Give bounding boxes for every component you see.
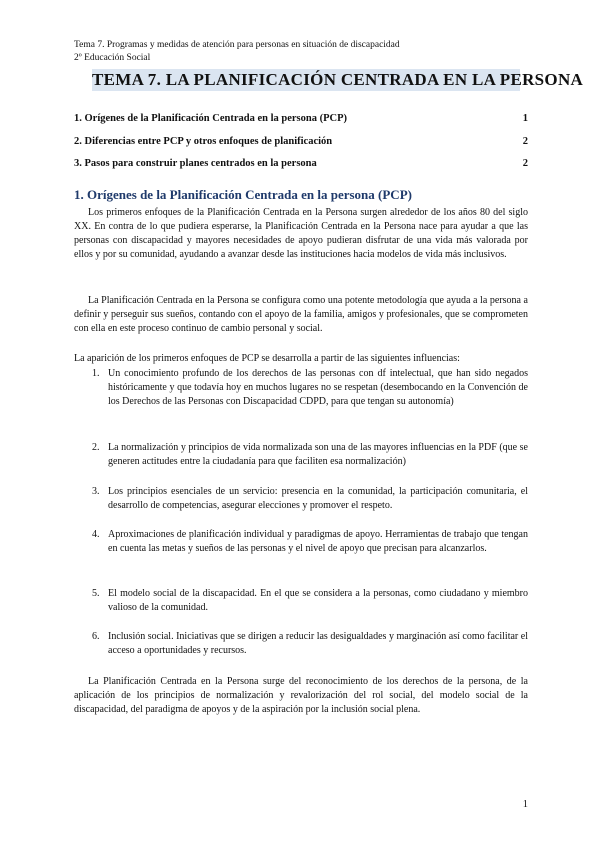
toc-label: 2. Diferencias entre PCP y otros enfoques de planificación xyxy=(74,136,333,147)
paragraph-intro: Los primeros enfoques de la Planificación Centrada en la Persona surgen alrededor de los años 80 del siglo XX. En contra de lo que pudiera esperarse, la Planificación Centrada en la Persona nace para ayudar a que las personas con discapacidad y mayores necesidades de apoyo pudieran disfrutar de una vida más valorada por ellos y por su comunidad, ayudando a avanzar desde las instituciones hacia modelos de vida más inclusivos. xyxy=(74,207,528,260)
toc-page: 2 xyxy=(522,158,528,169)
title-banner xyxy=(92,69,584,91)
list-text: Aproximaciones de planificación individual y paradigmas de apoyo. Herramientas de trabajo que tengan en cuenta las metas y sueños de las personas y el nivel de apoyo que precisan para alcanzarlos. xyxy=(108,529,528,554)
list-number: 1. xyxy=(92,368,100,379)
list-number: 4. xyxy=(92,529,100,540)
paragraph-conclusion: La Planificación Centrada en la Persona surge del reconocimiento de los derechos de la persona, de la aplicación de los principios de normalización y revalorización del rol social, del modelo social de la discapacidad, del paradigma de apoyos y de la aspiración por la inclusión social plena. xyxy=(74,676,528,715)
toc-entry-2[interactable] xyxy=(74,135,528,148)
list-number: 5. xyxy=(92,588,100,599)
toc-page: 1 xyxy=(522,113,528,124)
page-number: 1 xyxy=(522,799,528,810)
toc-label: 3. Pasos para construir planes centrados en la persona xyxy=(74,158,317,169)
toc-label: 1. Orígenes de la Planificación Centrada en la persona (PCP) xyxy=(74,113,347,124)
list-number: 2. xyxy=(92,442,100,453)
running-header-title: Tema 7. Programas y medidas de atención para personas en situación de discapacidad xyxy=(74,40,400,50)
list-number: 3. xyxy=(92,486,100,497)
toc-entry-3[interactable] xyxy=(74,157,528,170)
list-text: Un conocimiento profundo de los derechos de las personas con df intelectual, que han sido negados históricamente y que todavía hoy en muchos lugares no se respetan (desembocando en la Convención de los Derechos de las Personas con Discapacidad CDPD, para que tengan su autonomía) xyxy=(108,368,528,407)
list-text: Inclusión social. Iniciativas que se dirigen a reducir las desigualdades y marginación así como facilitar el acceso a oportunidades y recursos. xyxy=(108,631,528,656)
paragraph-methodology: La Planificación Centrada en la Persona se configura como una potente metodología que ayuda a la persona a definir y perseguir sus sueños, contando con el apoyo de la familia, amigos y profesionales, que se comprometen con ella en este proceso continuo de cambio personal y social. xyxy=(74,295,528,334)
running-header-course: 2º Educación Social xyxy=(74,53,151,63)
section-heading: 1. Orígenes de la Planificación Centrada en la persona (PCP) xyxy=(74,187,412,202)
list-text: Los principios esenciales de un servicio: presencia en la comunidad, la participación comunitaria, el desarrollo de competencias, asegurar elecciones y promover el respeto. xyxy=(108,486,528,511)
list-text: El modelo social de la discapacidad. En el que se considera a la personas, como ciudadano y miembro valioso de la comunidad. xyxy=(108,588,528,613)
list-number: 6. xyxy=(92,631,100,642)
toc-page: 2 xyxy=(522,136,528,147)
paragraph-influences-lead: La aparición de los primeros enfoques de PCP se desarrolla a partir de las siguientes influencias: xyxy=(74,353,460,364)
page-title: TEMA 7. LA PLANIFICACIÓN CENTRADA EN LA PERSONA xyxy=(92,70,584,89)
toc-entry-1[interactable] xyxy=(74,112,528,125)
list-text: La normalización y principios de vida normalizada son una de las mayores influencias en la PDF (que se generen actitudes entre la ciudadanía para que faciliten esa normalización) xyxy=(108,442,528,467)
